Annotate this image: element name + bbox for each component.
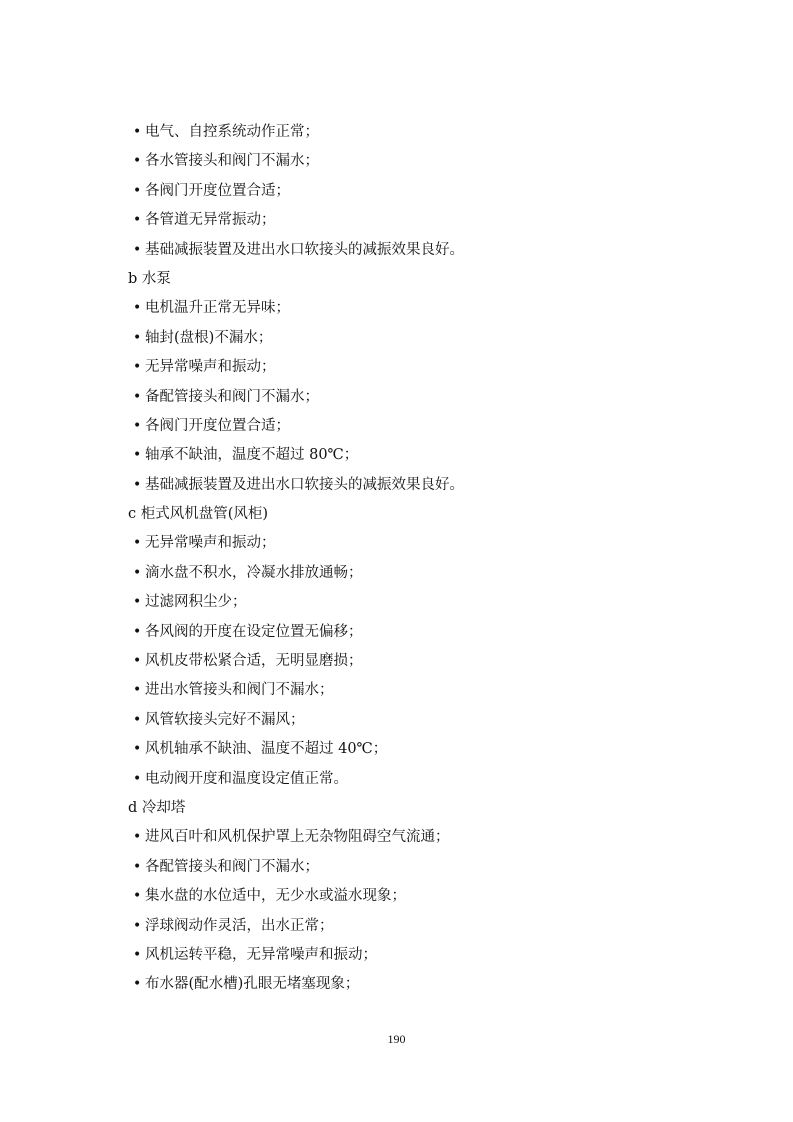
list-item	[128, 588, 728, 617]
bullet-mark: •	[133, 888, 142, 905]
list-item-text: 无异常噪声和振动；	[145, 535, 276, 552]
list-item	[128, 970, 728, 999]
list-item-text: 滴水盘不积水，冷凝水排放通畅；	[145, 564, 363, 581]
list-item-text: 风管软接头完好不漏风；	[145, 711, 305, 728]
list-item-text: 各阀门开度位置合适；	[145, 417, 290, 434]
bullet-mark: •	[133, 976, 142, 993]
list-item-text: 过滤网积尘少；	[145, 594, 247, 611]
list-item-text: 各风阀的开度在设定位置无偏移；	[145, 623, 363, 640]
bullet-mark: •	[133, 182, 142, 199]
list-item	[128, 294, 728, 323]
list-item	[128, 236, 728, 265]
bullet-mark: •	[133, 653, 142, 670]
list-item-text: 风机运转平稳，无异常噪声和振动；	[145, 946, 377, 963]
bullet-mark: •	[133, 829, 142, 846]
list-item-text: 轴承不缺油，温度不超过 80℃；	[145, 447, 359, 464]
list-item	[128, 882, 728, 911]
bullet-mark: •	[133, 741, 142, 758]
list-item	[128, 765, 728, 794]
list-item	[128, 147, 728, 176]
list-item	[128, 647, 728, 676]
bullet-mark: •	[133, 300, 142, 317]
section-heading: c 柜式风机盘管(风柜)	[128, 506, 269, 523]
list-item-text: 无异常噪声和振动；	[145, 359, 276, 376]
bullet-mark: •	[133, 359, 142, 376]
list-item-text: 电动阀开度和温度设定值正常。	[145, 770, 348, 787]
list-item-text: 布水器(配水槽)孔眼无堵塞现象；	[145, 976, 360, 993]
list-item-text: 备配管接头和阀门不漏水；	[145, 388, 319, 405]
list-item	[128, 912, 728, 941]
bullet-mark: •	[133, 858, 142, 875]
list-item-text: 基础减振装置及进出水口软接头的减振效果良好。	[145, 241, 464, 258]
list-item	[128, 471, 728, 500]
bullet-mark: •	[133, 623, 142, 640]
list-item	[128, 206, 728, 235]
list-item-text: 各水管接头和阀门不漏水；	[145, 153, 319, 170]
bullet-mark: •	[133, 124, 142, 140]
list-item-text: 各管道无异常振动；	[145, 212, 276, 229]
list-item	[128, 941, 728, 970]
bullet-mark: •	[133, 447, 142, 464]
bullet-mark: •	[133, 564, 142, 581]
list-item-text: 电气、自控系统动作正常；	[145, 124, 319, 140]
list-item	[128, 383, 728, 412]
list-item-text: 各阀门开度位置合适；	[145, 182, 290, 199]
list-item	[128, 706, 728, 735]
list-item-text: 电机温升正常无异味；	[145, 300, 290, 317]
bullet-mark: •	[133, 388, 142, 405]
list-item	[128, 853, 728, 882]
bullet-mark: •	[133, 476, 142, 493]
list-item	[128, 353, 728, 382]
bullet-mark: •	[133, 682, 142, 699]
list-item	[128, 618, 728, 647]
bullet-mark: •	[133, 417, 142, 434]
bullet-mark: •	[133, 594, 142, 611]
list-item	[128, 823, 728, 852]
document-body	[128, 118, 728, 1000]
list-item-text: 浮球阀动作灵活，出水正常；	[145, 917, 334, 934]
section-heading: d 冷却塔	[128, 799, 186, 816]
bullet-mark: •	[133, 153, 142, 170]
list-item	[128, 412, 728, 441]
bullet-mark: •	[133, 329, 142, 346]
list-item-text: 风机皮带松紧合适，无明显磨损；	[145, 653, 363, 670]
list-item	[128, 735, 728, 764]
list-item-text: 进出水管接头和阀门不漏水；	[145, 682, 334, 699]
list-item-text: 风机轴承不缺油、温度不超过 40℃；	[145, 741, 388, 758]
list-item	[128, 118, 728, 147]
bullet-mark: •	[133, 770, 142, 787]
list-item-text: 进风百叶和风机保护罩上无杂物阻碍空气流通；	[145, 829, 450, 846]
list-item-text: 集水盘的水位适中，无少水或溢水现象；	[145, 888, 406, 905]
bullet-mark: •	[133, 535, 142, 552]
list-item-text: 各配管接头和阀门不漏水；	[145, 858, 319, 875]
bullet-mark: •	[133, 711, 142, 728]
list-item	[128, 676, 728, 705]
list-item-text: 基础减振装置及进出水口软接头的减振效果良好。	[145, 476, 464, 493]
bullet-mark: •	[133, 241, 142, 258]
list-item	[128, 177, 728, 206]
page-number: 190	[387, 1032, 406, 1046]
list-item	[128, 441, 728, 470]
list-item-text: 轴封(盘根)不漏水；	[145, 329, 273, 346]
bullet-mark: •	[133, 212, 142, 229]
bullet-mark: •	[133, 946, 142, 963]
list-item	[128, 529, 728, 558]
list-item	[128, 324, 728, 353]
section-heading: b 水泵	[128, 270, 171, 287]
list-item	[128, 559, 728, 588]
bullet-mark: •	[133, 917, 142, 934]
